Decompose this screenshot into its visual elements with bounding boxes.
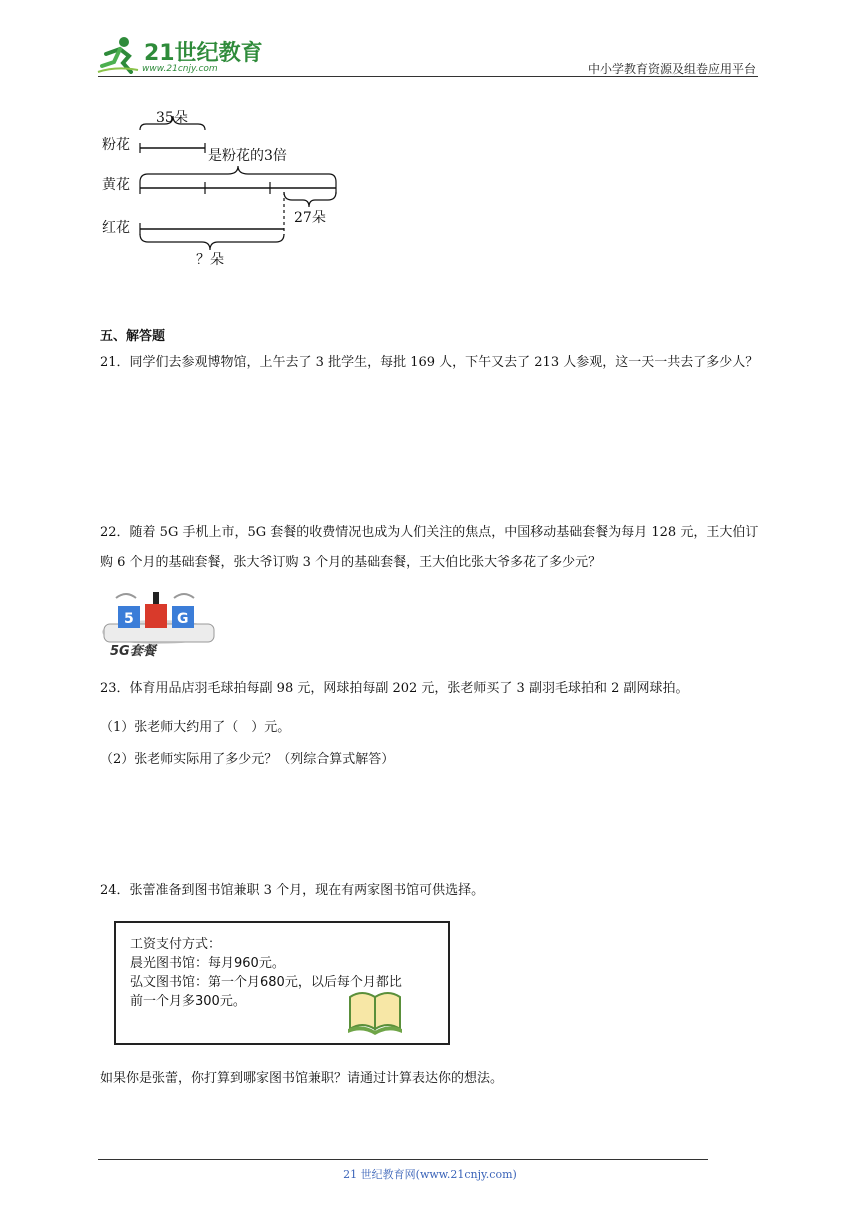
label-pink-count: 35朵 [156,110,188,126]
header-platform-text: 中小学教育资源及组卷应用平台 [587,62,756,76]
wage-info-box [114,921,450,1045]
question-24-follow: 如果你是张蕾，你打算到哪家图书馆兼职？请通过计算表达你的想法。 [100,1071,504,1086]
logo-url: www.21cnjy.com [142,64,218,74]
question-23: 23．体育用品店羽毛球拍每副 98 元，网球拍每副 202 元，张老师买了 3 副羽毛球拍和 2 副网球拍。 [100,681,689,696]
5g-caption: 5G套餐 [110,644,156,659]
wage-line-4: 前一个月多300元。 [130,994,246,1009]
brace-yellow [140,166,336,182]
question-21: 21．同学们去参观博物馆，上午去了 3 批学生，每批 169 人，下午又去了 213 人参观，这一天一共去了多少人？ [100,355,759,370]
label-question: ？朵 [196,252,224,268]
question-23-part-1: （1）张老师大约用了（ ）元。 [100,720,291,735]
wage-line-3: 弘文图书馆：第一个月680元，以后每个月都比 [130,975,402,990]
5g-package-image [100,588,218,662]
logo [96,34,266,78]
svg-text:5: 5 [124,611,134,627]
label-diff: 27朵 [294,210,326,226]
logo-text: 21世纪教育 [144,41,263,66]
wage-line-1: 工资支付方式： [130,937,222,952]
line-segment-diagram [98,104,348,274]
label-red: 红花 [102,220,130,236]
question-24: 24．张蕾准备到图书馆兼职 3 个月，现在有两家图书馆可供选择。 [100,883,485,898]
book-icon [346,983,404,1035]
runner-logo-icon [96,36,140,74]
footer-text[interactable]: 21 世纪教育网(www.21cnjy.com) [343,1168,517,1181]
footer-divider [98,1159,708,1160]
wage-line-2: 晨光图书馆：每月960元。 [130,956,285,971]
svg-text:G: G [177,611,189,627]
question-22: 22．随着 5G 手机上市，5G 套餐的收费情况也成为人们关注的焦点，中国移动基础套餐为每月 128 元，王大伯订购 6 个月的基础套餐，张大爷订购 3 个月的基础套餐，王大伯比张大爷多花了多少元？ [100,525,759,570]
brace-diff [284,192,336,207]
section-title: 五、解答题 [100,329,166,344]
label-pink: 粉花 [102,137,130,153]
label-times: 是粉花的3倍 [208,148,287,164]
question-23-part-2: （2）张老师实际用了多少元？（列综合算式解答） [100,752,395,767]
label-yellow: 黄花 [102,177,130,193]
header-divider [98,76,758,77]
brace-red [140,234,284,250]
